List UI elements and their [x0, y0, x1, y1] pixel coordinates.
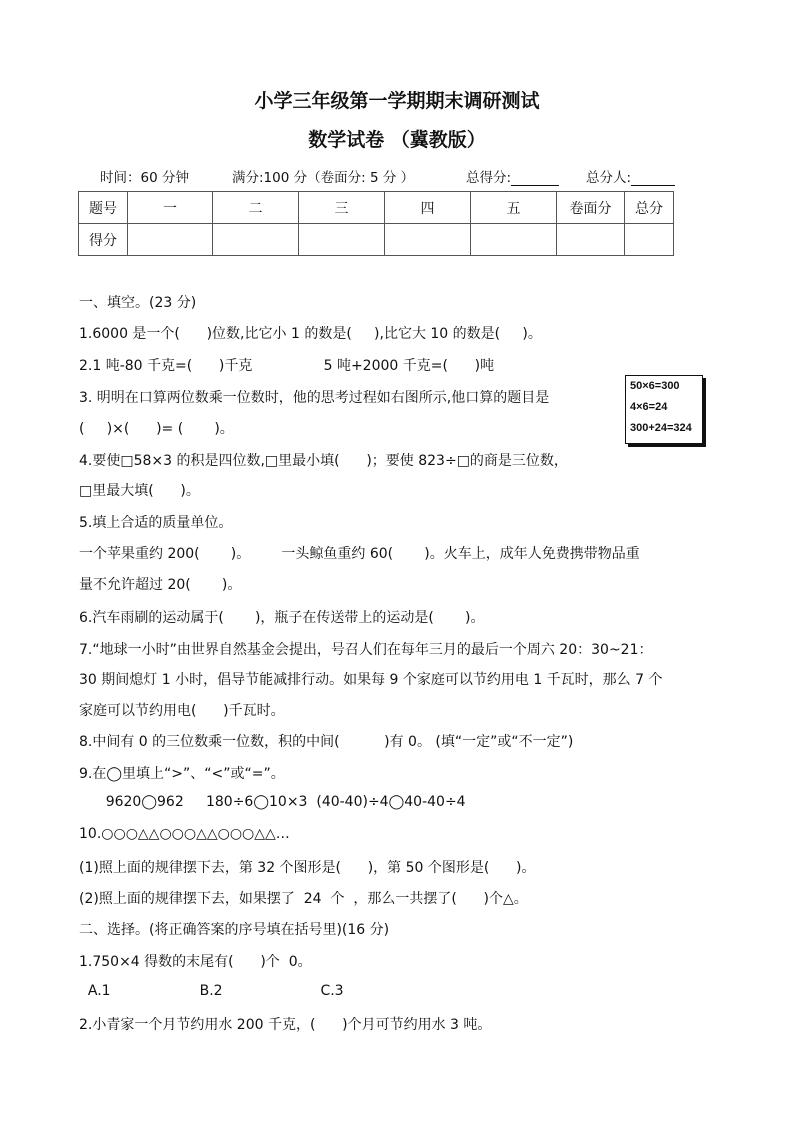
choice-options: A.1 B.2 C.3 — [79, 983, 344, 999]
question-text: 1.750×4 得数的末尾有( )个 0。 — [79, 954, 312, 970]
exam-full-score: 满分:100 分（卷面分: 5 分 ） — [232, 170, 415, 186]
question-text: (2)照上面的规律摆下去，如果摆了 24 个 ，那么一共摆了( )个△。 — [79, 891, 528, 907]
question-text: 10.○○○△△○○○△△○○○△△… — [79, 826, 290, 842]
question-text: 4.要使□58×3 的积是四位数,□里最小填( )；要使 823÷□的商是三位数， — [79, 453, 568, 469]
score-cell[interactable] — [471, 224, 557, 256]
score-cell[interactable] — [213, 224, 299, 256]
question-text: 6.汽车雨刷的运动属于( )，瓶子在传送带上的运动是( )。 — [79, 610, 485, 626]
figure-line: 300+24=324 — [630, 422, 692, 434]
score-cell[interactable] — [385, 224, 471, 256]
score-table-header-cell: 三 — [299, 192, 385, 224]
question-text: 2.1 吨-80 千克=( )千克 5 吨+2000 千克=( )吨 — [79, 358, 495, 374]
score-table-header-cell: 五 — [471, 192, 557, 224]
question-text: 3. 明明在口算两位数乘一位数时，他的思考过程如右图所示,他口算的题目是 — [79, 390, 550, 406]
total-score-blank[interactable] — [511, 171, 559, 186]
score-row-label: 得分 — [79, 224, 128, 256]
exam-time: 时间：60 分钟 — [100, 170, 189, 186]
score-table-header-cell: 四 — [385, 192, 471, 224]
question-text: 9620◯962 180÷6◯10×3 (40-40)÷4◯40-40÷4 — [79, 794, 466, 810]
question-text: ( )×( )= ( )。 — [79, 421, 234, 437]
section-2-heading: 二、选择。(将正确答案的序号填在括号里)(16 分) — [79, 922, 390, 938]
exam-title: 小学三年级第一学期期末调研测试 — [254, 90, 540, 112]
question-text: 2.小青家一个月节约用水 200 千克，( )个月可节约用水 3 吨。 — [79, 1017, 492, 1033]
score-cell[interactable] — [299, 224, 385, 256]
question-text: □里最大填( )。 — [79, 483, 200, 499]
question-text: 一个苹果重约 200( )。 一头鲸鱼重约 60( )。火车上，成年人免费携带物品重 — [79, 546, 640, 562]
score-cell[interactable] — [625, 224, 674, 256]
question-text: 1.6000 是一个( )位数,比它小 1 的数是( ),比它大 10 的数是( )。 — [79, 326, 542, 342]
question-text: (1)照上面的规律摆下去，第 32 个图形是( )，第 50 个图形是( )。 — [79, 860, 536, 876]
score-table — [78, 191, 674, 256]
score-table-header-cell: 一 — [128, 192, 213, 224]
score-table-header-cell: 题号 — [79, 192, 128, 224]
scorer-label: 总分人: — [586, 170, 632, 186]
question-text: 9.在◯里填上“>”、“<”或“=”。 — [79, 766, 285, 782]
question-text: 家庭可以节约用电( )千瓦时。 — [79, 703, 285, 719]
score-cell[interactable] — [128, 224, 213, 256]
score-table-header-cell: 总分 — [625, 192, 674, 224]
question-text: 8.中间有 0 的三位数乘一位数，积的中间( )有 0。 (填“一定”或“不一定”) — [79, 734, 574, 750]
total-score-label: 总得分: — [466, 170, 512, 186]
exam-subtitle: 数学试卷 （冀教版） — [308, 129, 486, 151]
mental-math-figure — [625, 375, 703, 444]
score-cell[interactable] — [557, 224, 625, 256]
score-table-header-cell: 二 — [213, 192, 299, 224]
scorer-field — [586, 166, 675, 186]
score-table-header-cell: 卷面分 — [557, 192, 625, 224]
score-table-header-row — [79, 192, 674, 224]
figure-line: 50×6=300 — [630, 380, 680, 392]
question-text: 5.填上合适的质量单位。 — [79, 515, 233, 531]
section-1-heading: 一、填空。(23 分) — [79, 295, 197, 311]
total-score-field — [466, 166, 559, 186]
question-text: 7.“地球一小时”由世界自然基金会提出，号召人们在每年三月的最后一个周六 20：30~21： — [79, 642, 653, 658]
question-text: 量不允许超过 20( )。 — [79, 577, 242, 593]
question-text: 30 期间熄灯 1 小时，倡导节能减排行动。如果每 9 个家庭可以节约用电 1 千瓦时，那么 7 个 — [79, 672, 663, 688]
figure-line: 4×6=24 — [630, 401, 668, 413]
scorer-blank[interactable] — [631, 171, 675, 186]
score-table-score-row — [79, 224, 674, 256]
